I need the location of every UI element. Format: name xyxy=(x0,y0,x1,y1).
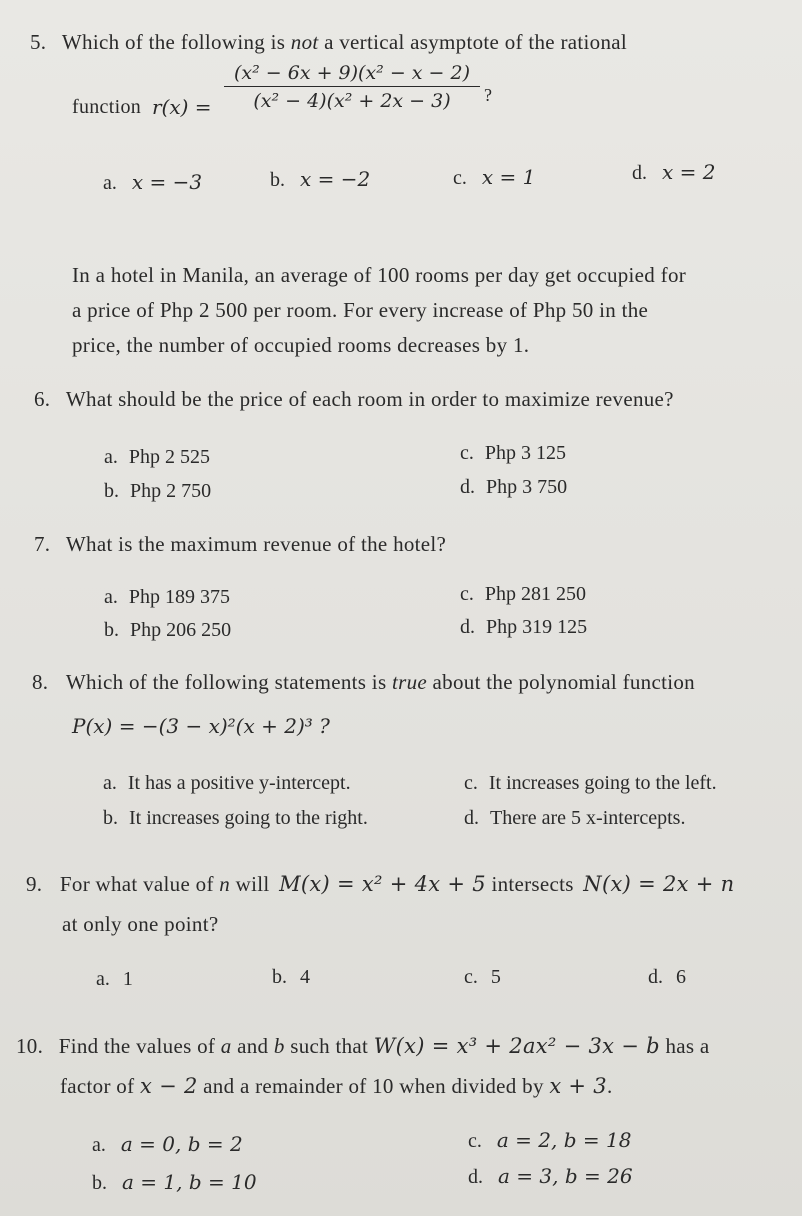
q8-function: P(x) = −(3 − x)²(x + 2)³ ? xyxy=(72,714,330,738)
q10-option-b[interactable] xyxy=(92,1170,257,1195)
q7-option-c[interactable] xyxy=(460,583,586,606)
q5-qmark: ? xyxy=(484,85,492,105)
q8-text-post: about the polynomial function xyxy=(427,670,695,694)
q6-number: 6. xyxy=(34,387,51,411)
q9-option-b-label: b. xyxy=(272,966,287,988)
q7-option-a-label: a. xyxy=(104,586,118,608)
q5-func-lhs: r(x) = xyxy=(152,95,212,119)
q5-function-label: function xyxy=(72,96,142,118)
q5-number: 5. xyxy=(30,30,47,54)
q9-option-a-value: 1 xyxy=(122,968,133,990)
q10-line2-end: . xyxy=(606,1074,613,1098)
q10-var-b: b xyxy=(273,1034,285,1058)
q7-option-c-value: Php 281 250 xyxy=(484,583,587,605)
q9-m-func: M(x) = x² + 4x + 5 xyxy=(279,872,486,896)
q7-option-a-value: Php 189 375 xyxy=(128,586,231,608)
q10-option-a-label: a. xyxy=(92,1134,106,1156)
q5-option-c-value: x = 1 xyxy=(481,165,536,189)
q5-option-b-label: b. xyxy=(270,169,285,191)
q9-option-b-value: 4 xyxy=(300,966,310,988)
q7-option-d-value: Php 319 125 xyxy=(486,616,588,638)
q10-line-2 xyxy=(60,1074,613,1099)
q6-option-b-value: Php 2 750 xyxy=(130,480,212,502)
q8-text-emph: true xyxy=(391,670,427,694)
q5-option-a-label: a. xyxy=(103,172,117,194)
q5-option-d-label: d. xyxy=(632,162,647,184)
q9-option-c-label: c. xyxy=(464,966,478,988)
q10-line2-mid: and a remainder of 10 when divided by xyxy=(197,1074,550,1098)
q7-stem xyxy=(34,532,446,557)
q10-text-such: such that xyxy=(284,1034,374,1058)
q10-text-has: has a xyxy=(659,1034,710,1058)
q7-option-c-label: c. xyxy=(460,583,474,605)
q8-option-b-label: b. xyxy=(103,807,118,829)
q10-option-b-value: a = 1, b = 10 xyxy=(122,1170,257,1194)
q5-text-post: a vertical asymptote of the rational xyxy=(318,30,627,54)
q6-option-c-label: c. xyxy=(460,442,474,464)
q8-number: 8. xyxy=(32,670,49,694)
q5-text-emph: not xyxy=(290,30,319,54)
q10-number: 10. xyxy=(16,1034,44,1058)
q10-option-c-value: a = 2, b = 18 xyxy=(496,1128,632,1152)
q9-option-d-label: d. xyxy=(648,966,663,988)
q10-var-a: a xyxy=(220,1034,232,1058)
q7-option-b[interactable] xyxy=(104,619,231,642)
q5-fraction xyxy=(224,62,480,112)
q9-text-mid: will xyxy=(230,872,276,896)
q10-option-a-value: a = 0, b = 2 xyxy=(120,1132,243,1156)
q9-stem xyxy=(26,872,734,897)
q10-option-a[interactable] xyxy=(92,1132,243,1157)
q10-option-c-label: c. xyxy=(468,1130,482,1152)
q6-option-c-value: Php 3 125 xyxy=(484,442,567,464)
q9-option-a[interactable] xyxy=(96,968,133,991)
q9-text-mid2: intersects xyxy=(485,872,580,896)
q8-option-a-value: It has a positive y-intercept. xyxy=(127,772,351,794)
q8-option-d-label: d. xyxy=(464,807,479,829)
q6-option-b[interactable] xyxy=(104,480,211,503)
passage-line-1: In a hotel in Manila, an average of 100 rooms per day get occupied for xyxy=(72,263,687,287)
q10-text-and: and xyxy=(231,1034,274,1058)
q10-option-d-value: a = 3, b = 26 xyxy=(498,1164,633,1188)
q9-option-a-label: a. xyxy=(96,968,110,990)
q5-stem xyxy=(30,30,627,55)
q5-option-b[interactable] xyxy=(270,167,370,192)
passage-line-3: price, the number of occupied rooms decreases by 1. xyxy=(72,333,530,357)
q8-option-a[interactable] xyxy=(103,772,351,795)
q10-option-d-label: d. xyxy=(468,1166,483,1188)
q7-option-b-value: Php 206 250 xyxy=(130,619,232,641)
q9-option-b[interactable] xyxy=(272,966,310,989)
q8-option-c-label: c. xyxy=(464,772,478,794)
passage-line-2: a price of Php 2 500 per room. For every increase of Php 50 in the xyxy=(72,298,649,322)
q5-option-d-value: x = 2 xyxy=(662,160,716,184)
q6-option-d-value: Php 3 750 xyxy=(486,476,568,498)
q5-option-d[interactable] xyxy=(632,160,715,185)
q10-stem xyxy=(16,1034,710,1059)
q10-option-b-label: b. xyxy=(92,1172,107,1194)
q10-line2-pre: factor of xyxy=(60,1074,140,1098)
q5-option-c[interactable] xyxy=(453,165,535,190)
q9-number: 9. xyxy=(26,872,43,896)
q10-divisor: x + 3 xyxy=(549,1074,607,1098)
q9-line-2: at only one point? xyxy=(62,912,219,936)
q6-option-d-label: d. xyxy=(460,476,475,498)
q5-denominator: (x² − 4)(x² + 2x − 3) xyxy=(224,86,480,112)
q7-option-d[interactable] xyxy=(460,616,587,639)
q9-option-d-value: 6 xyxy=(676,966,686,988)
q6-option-a-label: a. xyxy=(104,446,118,468)
q8-stem xyxy=(32,670,695,695)
q7-option-a[interactable] xyxy=(104,586,230,609)
q5-option-c-label: c. xyxy=(453,167,467,189)
q8-text-pre: Which of the following statements is xyxy=(65,670,392,694)
q5-option-a-value: x = −3 xyxy=(131,170,203,194)
q6-option-c[interactable] xyxy=(460,442,566,465)
q7-option-b-label: b. xyxy=(104,619,119,641)
q8-option-a-label: a. xyxy=(103,772,117,794)
q8-option-c[interactable] xyxy=(464,772,717,795)
q6-option-a[interactable] xyxy=(104,446,210,469)
q7-text: What is the maximum revenue of the hotel? xyxy=(65,532,447,556)
q5-text-pre: Which of the following is xyxy=(61,30,291,54)
q8-option-b-value: It increases going to the right. xyxy=(129,807,368,829)
q9-option-c[interactable] xyxy=(464,966,501,989)
q5-option-b-value: x = −2 xyxy=(300,167,371,191)
q9-var-n: n xyxy=(219,872,231,896)
q10-option-d[interactable] xyxy=(468,1164,633,1189)
q10-text-pre: Find the values of xyxy=(58,1034,221,1058)
q8-option-b[interactable] xyxy=(103,807,368,830)
q5-option-a[interactable] xyxy=(103,170,202,195)
q6-option-a-value: Php 2 525 xyxy=(128,446,211,468)
q9-text-pre: For what value of xyxy=(59,872,220,896)
q7-number: 7. xyxy=(34,532,51,556)
q8-option-d-value: There are 5 x-intercepts. xyxy=(490,807,686,829)
q9-option-d[interactable] xyxy=(648,966,686,989)
q10-factor: x − 2 xyxy=(139,1074,198,1098)
q5-numerator: (x² − 6x + 9)(x² − x − 2) xyxy=(233,62,470,84)
q6-option-b-label: b. xyxy=(104,480,119,502)
q8-option-c-value: It increases going to the left. xyxy=(488,772,717,794)
q6-option-d[interactable] xyxy=(460,476,567,499)
q6-stem xyxy=(34,387,674,412)
q9-option-c-value: 5 xyxy=(490,966,501,988)
q10-w-func: W(x) = x³ + 2ax² − 3x − b xyxy=(373,1034,660,1058)
q10-option-c[interactable] xyxy=(468,1128,631,1153)
q7-option-d-label: d. xyxy=(460,616,475,638)
q6-text: What should be the price of each room in order to maximize revenue? xyxy=(65,387,674,411)
q9-n-func: N(x) = 2x + n xyxy=(583,872,735,896)
q8-option-d[interactable] xyxy=(464,807,685,830)
